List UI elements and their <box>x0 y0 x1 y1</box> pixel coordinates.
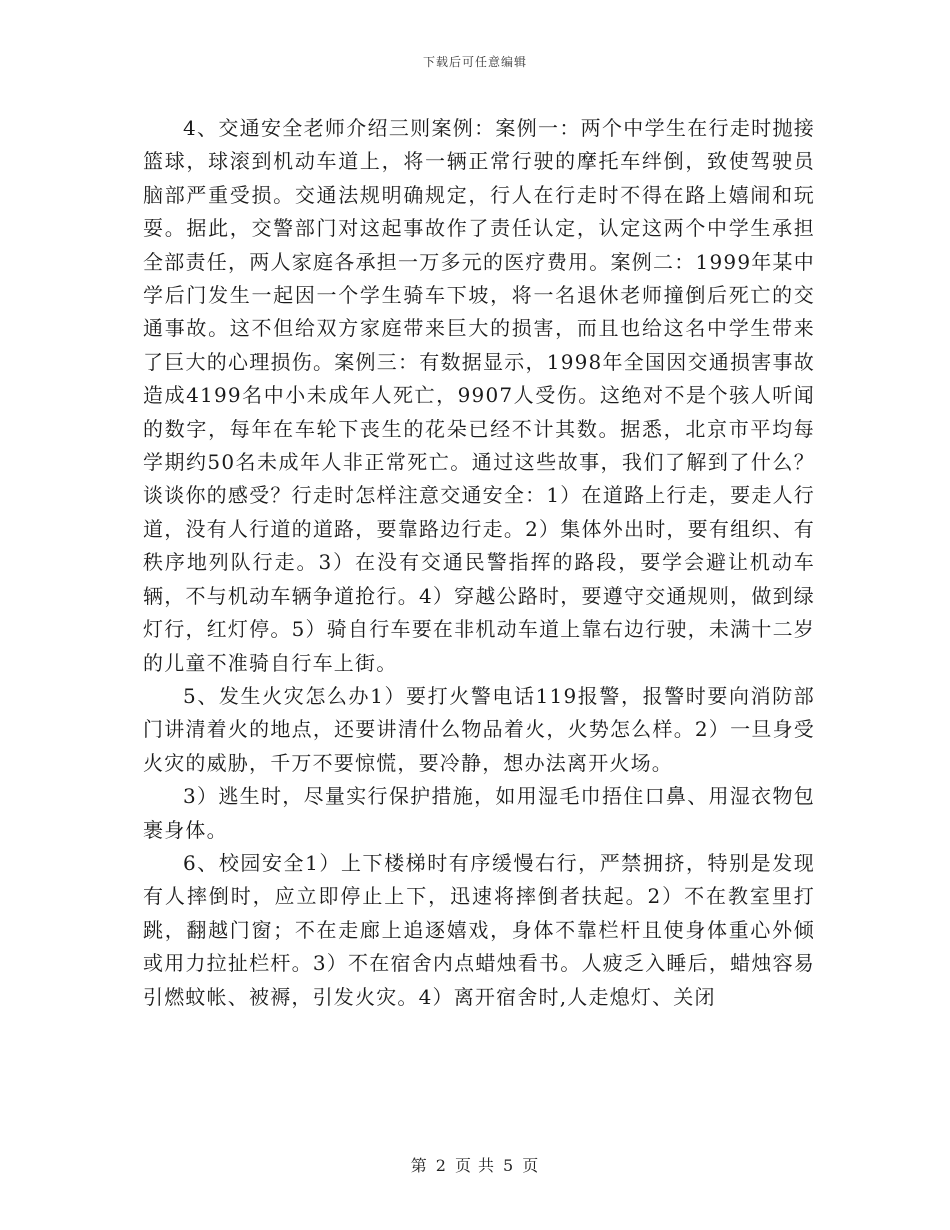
paragraph-campus-safety: 6、校园安全1）上下楼梯时有序缓慢右行，严禁拥挤，特别是发现有人摔倒时，应立即停止上下，迅速将摔倒者扶起。2）不在教室里打跳，翻越门窗；不在走廊上追逐嬉戏，身体不靠栏杆且使身体重心外倾或用力拉扯栏杆。3）不在宿舍内点蜡烛看书。人疲乏入睡后，蜡烛容易引燃蚊帐、被褥，引发火灾。4）离开宿舍时,人走熄灯、关闭 <box>143 850 815 1009</box>
paragraph-fire-emergency: 5、发生火灾怎么办1）要打火警电话119报警，报警时要向消防部门讲清着火的地点，还要讲清什么物品着火，火势怎么样。2）一旦身受火灾的威胁，千万不要惊慌，要冷静，想办法离开火场。 <box>143 683 815 775</box>
document-body <box>143 112 815 1014</box>
page-header: 下载后可任意编辑 <box>422 55 527 69</box>
footer-total-pages: 5 <box>503 1156 515 1175</box>
paragraph-fire-escape: 3）逃生时，尽量实行保护措施，如用湿毛巾捂住口鼻、用湿衣物包裹身体。 <box>143 784 815 842</box>
paragraph-traffic-safety: 4、交通安全老师介绍三则案例：案例一：两个中学生在行走时抛接篮球，球滚到机动车道上，将一辆正常行驶的摩托车绊倒，致使驾驶员脑部严重受损。交通法规明确规定，行人在行走时不得在路上嬉闹和玩耍。据此，交警部门对这起事故作了责任认定，认定这两个中学生承担全部责任，两人家庭各承担一万多元的医疗费用。案例二：1999年某中学后门发生一起因一个学生骑车下坡，将一名退休老师撞倒后死亡的交通事故。这不但给双方家庭带来巨大的损害，而且也给这名中学生带来了巨大的心理损伤。案例三：有数据显示，1998年全国因交通损害事故造成4199名中小未成年人死亡，9907人受伤。这绝对不是个骇人听闻的数字，每年在车轮下丧生的花朵已经不计其数。据悉，北京市平均每学期约50名未成年人非正常死亡。通过这些故事，我们了解到了什么？谈谈你的感受？行走时怎样注意交通安全：1）在道路上行走，要走人行道，没有人行道的道路，要靠路边行走。2）集体外出时，要有组织、有秩序地列队行走。3）在没有交通民警指挥的路段，要学会避让机动车辆，不与机动车辆争道抢行。4）穿越公路时，要遵守交通规则，做到绿灯行，红灯停。5）骑自行车要在非机动车道上靠右边行驶，未满十二岁的儿童不准骑自行车上街。 <box>143 116 815 675</box>
footer-suffix: 页 <box>522 1156 540 1175</box>
footer-page-number: 2 <box>435 1156 447 1175</box>
footer-middle: 页 共 <box>454 1156 496 1175</box>
page-footer <box>0 1153 950 1176</box>
footer-prefix: 第 <box>410 1156 428 1175</box>
